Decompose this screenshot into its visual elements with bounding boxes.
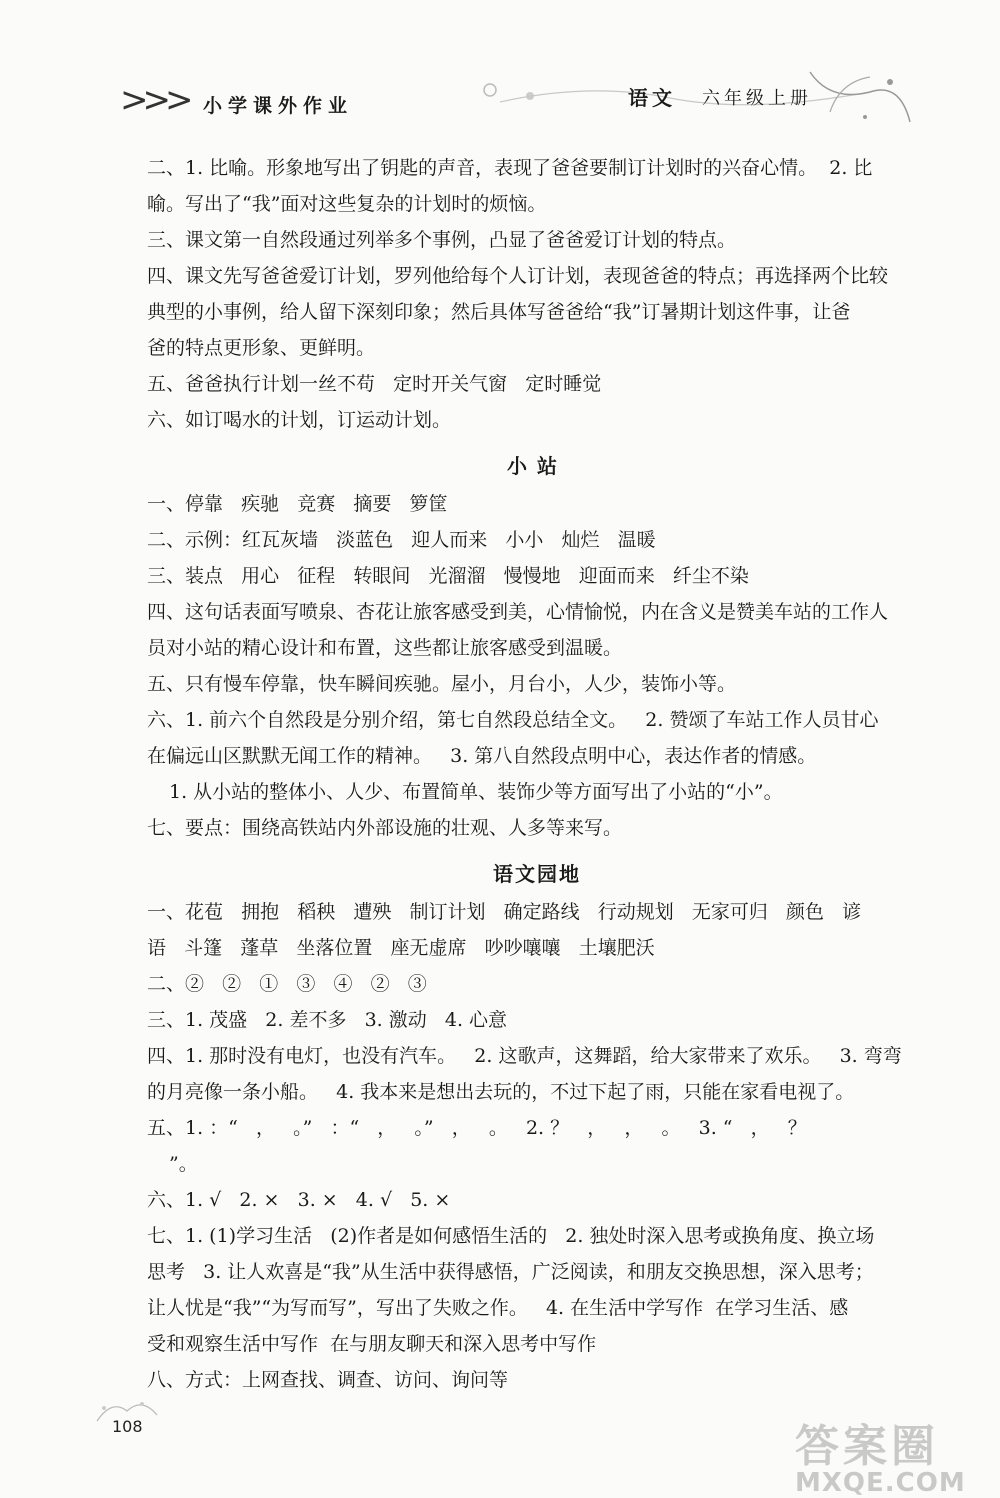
answer-line: 二、1. 比喻。形象地写出了钥匙的声音，表现了爸爸要制订计划时的兴奋心情。 2. 比 xyxy=(147,157,873,179)
page-number: 108 xyxy=(112,1417,143,1436)
double-chevron-icon: >>> xyxy=(120,80,188,120)
answer-line: 四、1. 那时没有电灯，也没有汽车。 2. 这歌声，这舞蹈，给大家带来了欢乐。 3. 弯弯 xyxy=(147,1045,902,1067)
answer-line: 五、只有慢车停靠，快车瞬间疾驰。屋小，月台小，人少，装饰小等。 xyxy=(147,673,737,695)
answer-line: 语 斗篷 蓬草 坐落位置 座无虚席 吵吵嚷嚷 土壤肥沃 xyxy=(147,937,655,959)
answer-line: 六、1. √ 2. × 3. × 4. √ 5. × xyxy=(147,1189,451,1211)
section-title-yuwenyuandi: 语文园地 xyxy=(493,862,581,886)
answer-line: 三、1. 茂盛 2. 差不多 3. 激动 4. 心意 xyxy=(147,1009,508,1031)
answer-line: 四、课文先写爸爸爱订计划，罗列他给每个人订计划，表现爸爸的特点；再选择两个比较 xyxy=(147,265,889,287)
watermark-logo: 答案圈 xyxy=(795,1421,939,1472)
answer-line: 一、停靠 疾驰 竞赛 摘要 箩筐 xyxy=(147,493,448,515)
answer-line: 三、课文第一自然段通过列举多个事例，凸显了爸爸爱订计划的特点。 xyxy=(147,229,737,251)
answer-content xyxy=(147,150,927,1398)
watermark-url: MXQE.COM xyxy=(795,1468,966,1498)
grade-label: 六年级上册 xyxy=(702,88,812,109)
answer-line: 爸的特点更形象、更鲜明。 xyxy=(147,337,376,359)
answer-line: 典型的小事例，给人留下深刻印象；然后具体写爸爸给“我”订暑期计划这件事，让爸 xyxy=(147,301,851,323)
answer-line: 1. 从小站的整体小、人少、布置简单、装饰少等方面写出了小站的“小”。 xyxy=(169,781,783,803)
page-header xyxy=(0,0,1000,150)
series-title: 小学课外作业 xyxy=(203,95,354,117)
answer-line: 八、方式：上网查找、调查、访问、询问等 xyxy=(147,1369,509,1391)
answer-line: 四、这句话表面写喷泉、杏花让旅客感受到美，心情愉悦，内在含义是赞美车站的工作人 xyxy=(147,601,889,623)
answer-line: 五、1. ：“ ， 。” ：“ ， 。” ， 。 2. ？ ， ， 。 3. “ ， ？ xyxy=(147,1117,807,1139)
answer-line: 七、1. (1)学习生活 (2)作者是如何感悟生活的 2. 独处时深入思考或换角度、换立场 xyxy=(147,1225,875,1247)
answer-line: 三、装点 用心 征程 转眼间 光溜溜 慢慢地 迎面而来 纤尘不染 xyxy=(147,565,749,587)
answer-line: 喻。写出了“我”面对这些复杂的计划时的烦恼。 xyxy=(147,193,547,215)
subject-label: 语文 xyxy=(628,86,676,110)
answer-line: 受和观察生活中写作 在与朋友聊天和深入思考中写作 xyxy=(147,1333,597,1355)
answer-line: 员对小站的精心设计和布置，这些都让旅客感受到温暖。 xyxy=(147,637,623,659)
answer-line: 一、花苞 拥抱 稻秧 遭殃 制订计划 确定路线 行动规划 无家可归 颜色 谚 xyxy=(147,901,862,923)
answer-line: ”。 xyxy=(169,1153,198,1175)
answer-line: 七、要点：围绕高铁站内外部设施的壮观、人多等来写。 xyxy=(147,817,623,839)
answer-line: 让人忧是“我”“为写而写”，写出了失败之作。 4. 在生活中学写作 在学习生活、感 xyxy=(147,1297,849,1319)
watermark xyxy=(795,1410,966,1498)
answer-line: 六、1. 前六个自然段是分别介绍，第七自然段总结全文。 2. 赞颂了车站工作人员甘心 xyxy=(147,709,879,731)
answer-line: 的月亮像一条小船。 4. 我本来是想出去玩的，不过下起了雨，只能在家看电视了。 xyxy=(147,1081,855,1103)
answer-line: 思考 3. 让人欢喜是“我”从生活中获得感悟，广泛阅读，和朋友交换思想，深入思考； xyxy=(147,1261,874,1283)
answer-line: 六、如订喝水的计划，订运动计划。 xyxy=(147,409,452,431)
answer-line: 二、② ② ① ③ ④ ② ③ xyxy=(147,973,427,995)
answer-line: 在偏远山区默默无闻工作的精神。 3. 第八自然段点明中心，表达作者的情感。 xyxy=(147,745,817,767)
section-title-xiaozhan: 小站 xyxy=(507,454,567,478)
floral-decoration-icon xyxy=(470,62,930,142)
answer-line: 二、示例：红瓦灰墙 淡蓝色 迎人而来 小小 灿烂 温暖 xyxy=(147,529,656,551)
answer-line: 五、爸爸执行计划一丝不苟 定时开关气窗 定时睡觉 xyxy=(147,373,602,395)
